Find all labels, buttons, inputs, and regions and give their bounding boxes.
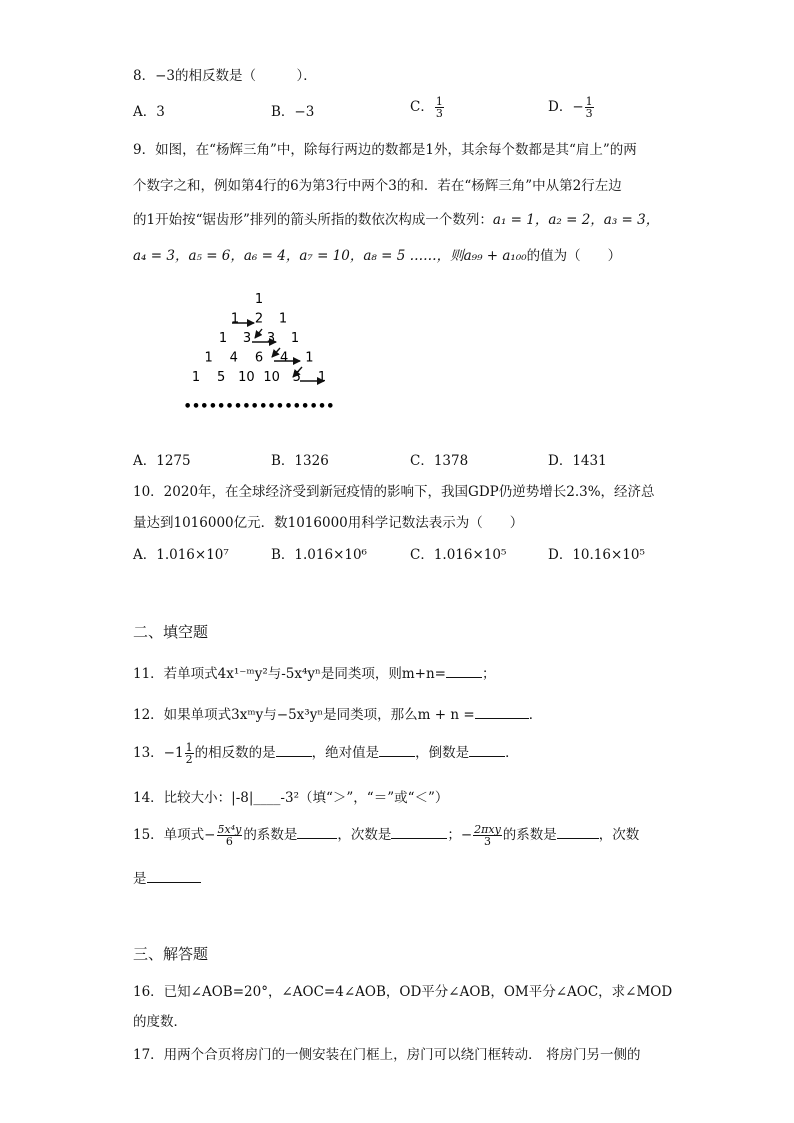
continuation-dots: ••• [233, 399, 259, 415]
triangle-number: 2 [254, 311, 264, 327]
triangle-number: 1 [204, 350, 213, 366]
continuation-dots: ••• [309, 399, 335, 415]
triangle-number: 4 [280, 350, 289, 366]
q8-option-d: D．− $\frac{1}{3}$ [548, 95, 593, 120]
sequence-start: a₁ = 1，a₂ = 2，a₃ = 3， [492, 212, 660, 228]
fraction: $\frac{\text{5x⁴y}}{6}$ [217, 823, 242, 848]
triangle-number: 1 [254, 292, 264, 307]
answer-blank[interactable] [297, 826, 337, 839]
triangle-number: 10 [263, 370, 280, 385]
triangle-number: 1 [290, 331, 300, 346]
triangle-number: 1 [305, 350, 314, 366]
sum-expression: a₉₉ + a₁₀₀ [463, 248, 527, 264]
continuation-dots: ••• [183, 399, 209, 415]
continuation-dots: ••• [208, 399, 234, 415]
q16-line-2: 的度数． [133, 1014, 187, 1030]
answer-blank[interactable] [475, 706, 529, 719]
q10-line-1: 10．2020年，在全球经济受到新冠疫情的影响下，我国GDP仍逆势增长2.3%，经济总 [133, 484, 655, 500]
zigzag-arrow [255, 329, 262, 338]
section-heading-fill-blank: 二、填空题 [133, 623, 209, 641]
answer-blank[interactable] [276, 744, 312, 757]
q10-option-a: A．1.016×10⁷ [133, 547, 229, 563]
continuation-dots: ••• [259, 399, 285, 415]
q10-option-c: C．1.016×10⁵ [410, 547, 507, 563]
answer-blank[interactable] [391, 826, 447, 839]
q9-option-b: B．1326 [271, 453, 329, 469]
section-heading-answer: 三、解答题 [133, 945, 209, 963]
q8-stem: 8．−3的相反数是（ ）． [133, 68, 317, 84]
q15-line-1: 15．单项式− $\frac{\text{5x⁴y}}{6}$ 的系数是 ，次数是 ；− $\frac{\text{2πxy}}{3}$ 的系数是 ，次数 [133, 823, 640, 848]
q17-line-1: 17．用两个合页将房门的一侧安装在门框上，房门可以绕门框转动． 将房门另一侧的 [133, 1047, 641, 1063]
triangle-number: 6 [254, 350, 264, 366]
q9-option-d: D．1431 [548, 453, 607, 469]
triangle-number: 1 [218, 331, 228, 346]
zigzag-arrow [272, 348, 280, 357]
q10-line-2: 量达到1016000亿元．数1016000用科学记数法表示为（ ） [133, 515, 524, 531]
answer-blank[interactable] [147, 870, 201, 883]
q16-line-1: 16．已知∠AOB=20°，∠AOC=4∠AOB，OD平分∠AOB，OM平分∠AOC，求∠MOD [133, 984, 673, 1000]
q9-line-2: 个数字之和，例如第4行的6为第3行中两个3的和．若在“杨辉三角”中从第2行左边 [133, 178, 622, 194]
q9-line-3: 的1开始按“锯齿形”排列的箭头所指的数依次构成一个数列：a₁ = 1，a₂ = 2，a₃ = 3， [133, 212, 660, 228]
q14: 14．比较大小：|-8|____-3²（填“＞”，“＝”或“＜”） [133, 790, 449, 806]
triangle-number: 1 [230, 311, 240, 327]
triangle-number: 5 [217, 370, 226, 385]
q8-option-c: C． $\frac{1}{3}$ [410, 95, 443, 120]
answer-blank[interactable] [379, 744, 415, 757]
sequence-continued: a₄ = 3，a₅ = 6，a₆ = 4，a₇ = 10，a₈ = 5 ……，则 [133, 248, 464, 264]
triangle-number: 1 [191, 370, 201, 385]
triangle-number: 1 [317, 370, 327, 385]
fraction: $\frac{1}{3}$ [585, 95, 593, 120]
q11: 11．若单项式4x¹⁻ᵐy²与-5x⁴yⁿ是同类项，则m+n= ； [133, 666, 496, 682]
triangle-number: 1 [278, 311, 288, 327]
answer-blank[interactable] [469, 744, 505, 757]
answer-blank[interactable] [557, 826, 599, 839]
q10-option-d: D．10.16×10⁵ [548, 547, 645, 563]
fraction: $\frac{\text{2πxy}}{3}$ [474, 823, 501, 848]
q10-option-b: B．1.016×10⁶ [271, 547, 367, 563]
q9-line-4: a₄ = 3，a₅ = 6，a₆ = 4，a₇ = 10，a₈ = 5 ……，则a₉₉ + a₁₀₀的值为（ ） [133, 248, 622, 264]
q8-option-a: A．3 [133, 104, 165, 120]
triangle-number: 3 [266, 331, 276, 346]
q15-line-2: 是 [133, 869, 201, 889]
triangle-number: 10 [238, 370, 255, 385]
triangle-number: 5 [292, 370, 301, 385]
q9-line-1: 9．如图，在“杨辉三角”中，除每行两边的数都是1外，其余每个数都是其“肩上”的两 [133, 142, 637, 158]
answer-blank[interactable] [446, 665, 482, 678]
triangle-number: 3 [242, 331, 252, 346]
q12: 12．如果单项式3xᵐy与−5x³yⁿ是同类项，那么m + n = ． [133, 707, 543, 723]
fraction: $\frac{1}{2}$ [185, 741, 193, 766]
triangle-number: 4 [229, 350, 238, 366]
continuation-dots: ••• [284, 399, 310, 415]
yanghui-triangle-figure [0, 0, 794, 460]
q8-option-b: B．−3 [271, 104, 315, 120]
fraction: $\frac{1}{3}$ [435, 95, 443, 120]
q9-option-a: A．1275 [133, 453, 191, 469]
q13: 13．−1 $\frac{1}{2}$ 的相反数的是 ，绝对值是 ，倒数是 ． [133, 741, 519, 766]
q9-option-c: C．1378 [410, 453, 469, 469]
